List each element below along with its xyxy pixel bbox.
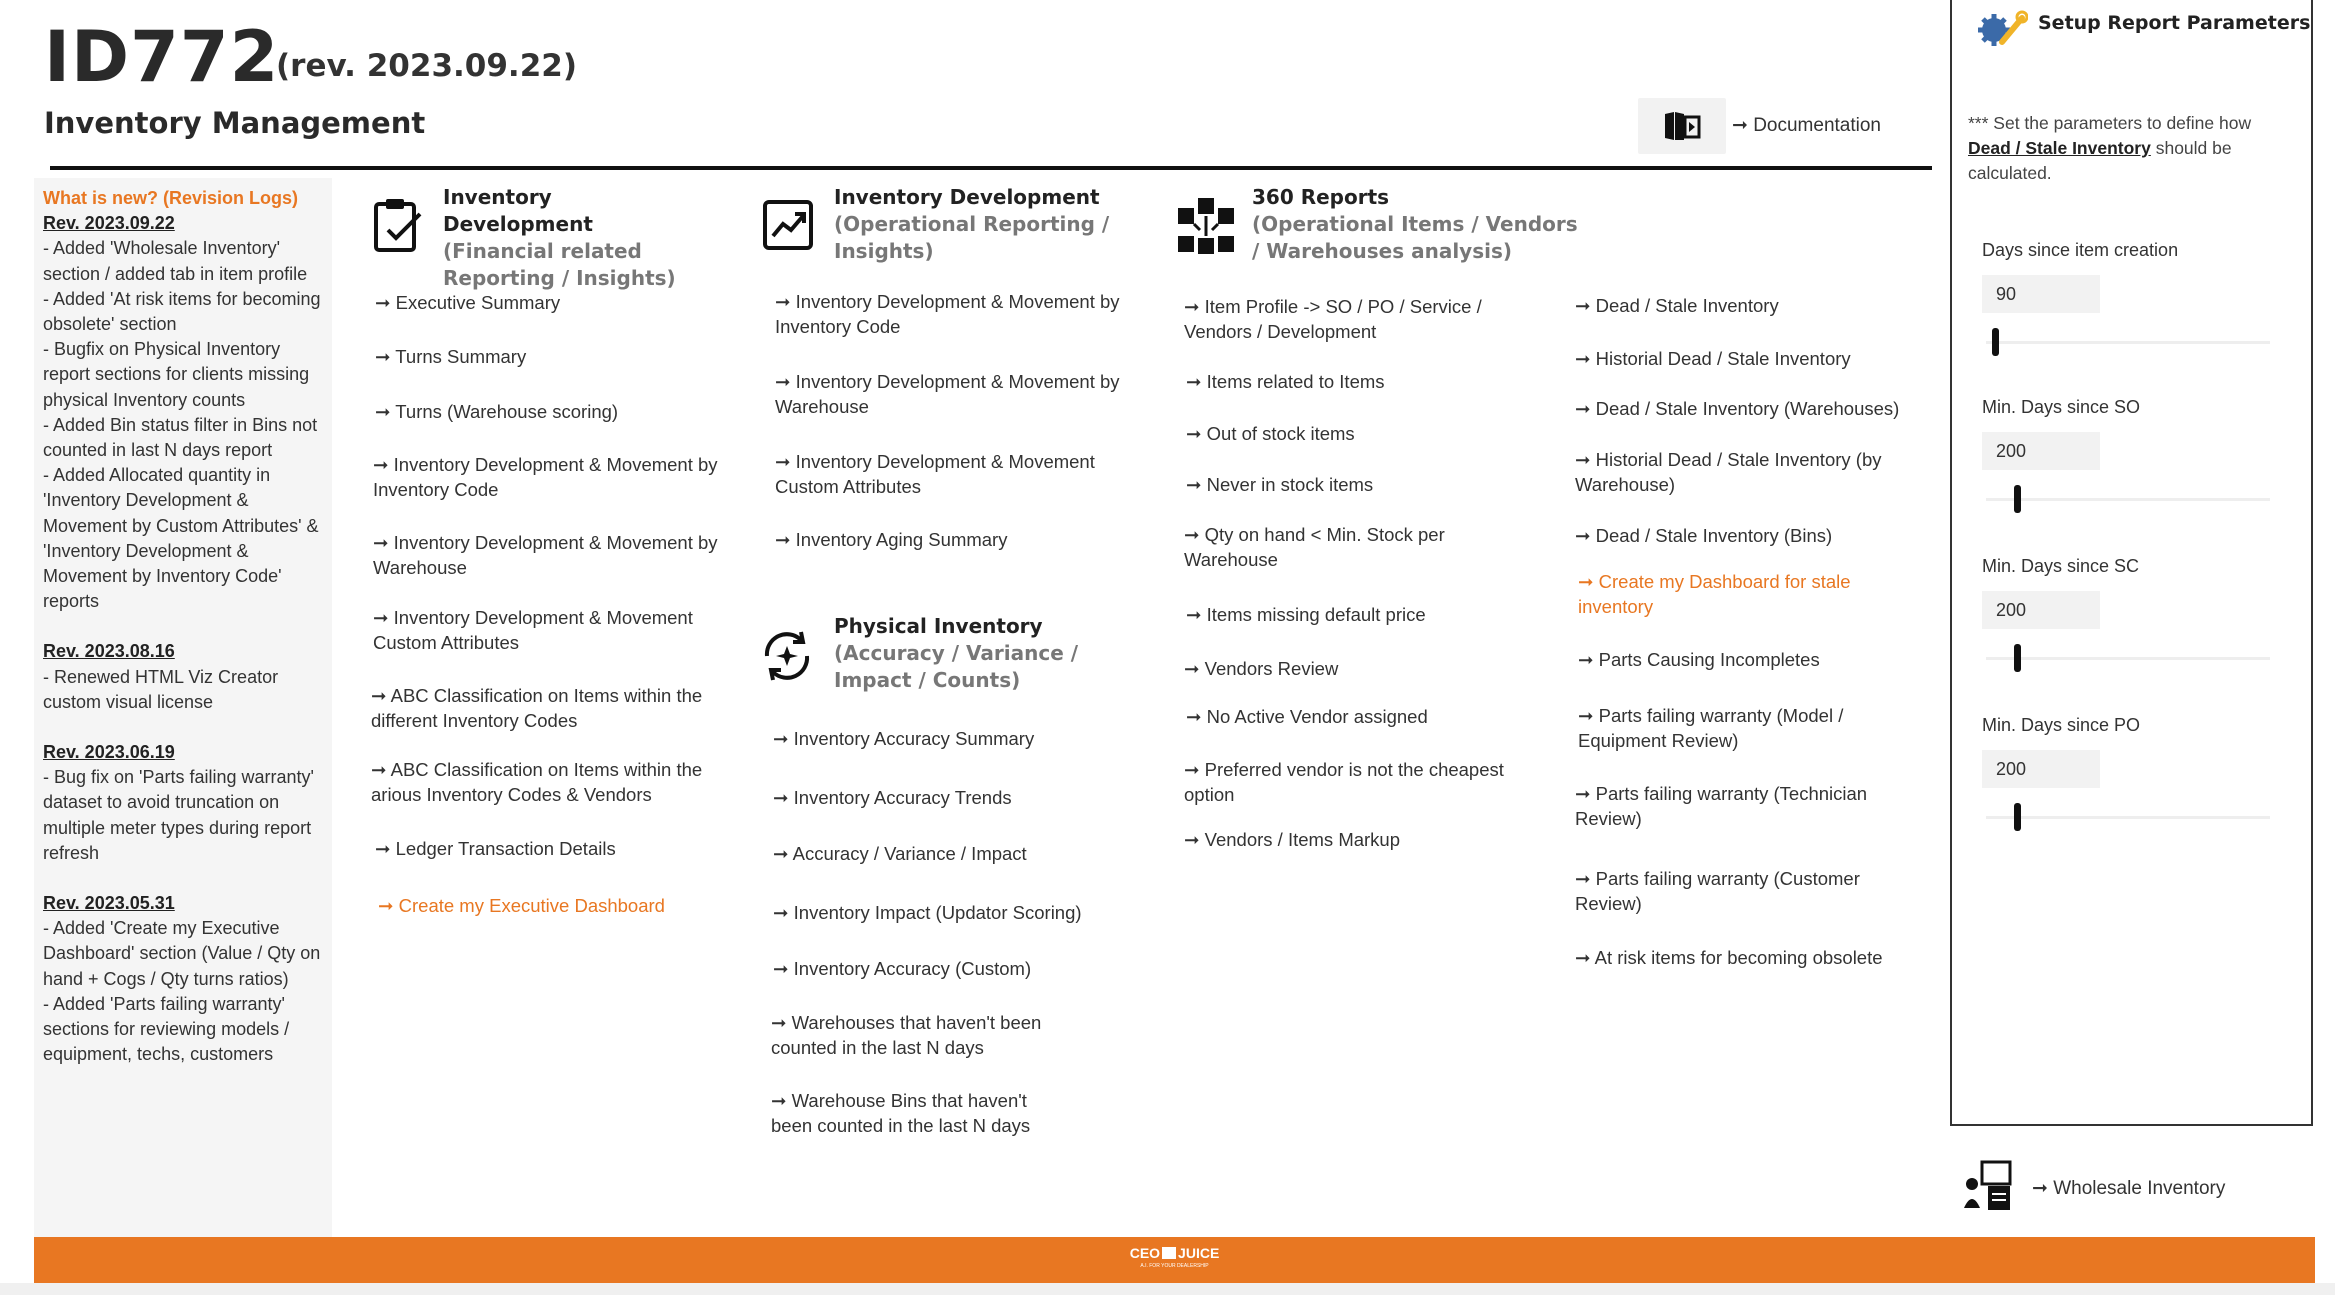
link-dev-custom-attributes[interactable]: ➞ Inventory Development & Movement Custom Attributes bbox=[373, 607, 693, 653]
link-vendors-review[interactable]: ➞ Vendors Review bbox=[1184, 658, 1339, 679]
link-abc-vendors[interactable]: ➞ ABC Classification on Items within the arious Inventory Codes & Vendors bbox=[371, 759, 703, 805]
section-title: Inventory Development bbox=[443, 185, 593, 236]
header-divider bbox=[50, 166, 1932, 170]
documentation-button[interactable] bbox=[1638, 98, 1726, 154]
revision-heading[interactable]: Rev. 2023.09.22 bbox=[43, 213, 175, 234]
brand-tagline: A.I. FOR YOUR DEALERSHIP bbox=[1140, 1263, 1209, 1269]
link-accuracy-variance-impact[interactable]: ➞ Accuracy / Variance / Impact bbox=[773, 843, 1027, 864]
revision-log-title: What is new? (Revision Logs) bbox=[43, 188, 299, 208]
brand-right: JUICE bbox=[1178, 1245, 1220, 1261]
parameter-slider-thumb[interactable] bbox=[1992, 328, 1999, 356]
link-turns-warehouse[interactable]: ➞ Turns (Warehouse scoring) bbox=[375, 401, 619, 422]
parameter-label: Min. Days since PO bbox=[1982, 715, 2141, 735]
book-icon bbox=[1662, 110, 1702, 142]
link-qty-below-min[interactable]: ➞ Qty on hand < Min. Stock per Warehouse bbox=[1184, 524, 1445, 570]
link-dev-inventory-code[interactable]: ➞ Inventory Development & Movement by Inventory Code bbox=[373, 454, 718, 500]
link-dead-stale[interactable]: ➞ Dead / Stale Inventory bbox=[1575, 295, 1779, 316]
note-prefix: *** Set the parameters to define how bbox=[1968, 113, 2252, 133]
revision-text: - Renewed HTML Viz Creator custom visual license bbox=[43, 666, 279, 712]
parameter-label: Min. Days since SO bbox=[1982, 397, 2141, 417]
revision-heading[interactable]: Rev. 2023.08.16 bbox=[43, 641, 175, 662]
bottom-strip bbox=[0, 1283, 2335, 1295]
parameter-slider-thumb[interactable] bbox=[2014, 644, 2021, 672]
link-historial-dead-stale[interactable]: ➞ Historial Dead / Stale Inventory bbox=[1575, 348, 1851, 369]
link-warranty-technician[interactable]: ➞ Parts failing warranty (Technician Review) bbox=[1575, 783, 1868, 829]
wholesale-inventory-link[interactable]: ➞ Wholesale Inventory bbox=[2032, 1178, 2226, 1199]
cubes-network-icon bbox=[1176, 196, 1236, 261]
link-at-risk-obsolete[interactable]: ➞ At risk items for becoming obsolete bbox=[1575, 947, 1883, 968]
link-dead-stale-bins[interactable]: ➞ Dead / Stale Inventory (Bins) bbox=[1575, 525, 1833, 546]
parameter-input[interactable] bbox=[1982, 750, 2100, 788]
revision-text: - Bug fix on 'Parts failing warranty' dataset to avoid truncation on multiple meter types during report refresh bbox=[43, 767, 314, 863]
parameters-note bbox=[1968, 111, 2288, 186]
link-aging-summary[interactable]: ➞ Inventory Aging Summary bbox=[775, 529, 1008, 550]
link-out-of-stock[interactable]: ➞ Out of stock items bbox=[1186, 423, 1355, 444]
section-subtitle: (Operational Reporting / Insights) bbox=[834, 212, 1110, 263]
parameter-slider-track[interactable] bbox=[1986, 498, 2270, 501]
link-no-active-vendor[interactable]: ➞ No Active Vendor assigned bbox=[1186, 706, 1428, 727]
link-dead-stale-warehouses[interactable]: ➞ Dead / Stale Inventory (Warehouses) bbox=[1575, 398, 1900, 419]
section-title: 360 Reports bbox=[1252, 185, 1390, 209]
parameter-slider-thumb[interactable] bbox=[2014, 803, 2021, 831]
parameter-slider-thumb[interactable] bbox=[2014, 485, 2021, 513]
section-operational-header bbox=[834, 184, 1114, 265]
revision-heading[interactable]: Rev. 2023.05.31 bbox=[43, 893, 175, 914]
report-id: ID772 bbox=[44, 16, 280, 98]
link-op-dev-custom-attributes[interactable]: ➞ Inventory Development & Movement Custom Attributes bbox=[775, 451, 1095, 497]
revision-log bbox=[43, 186, 325, 1068]
documentation-link[interactable]: ➞ Documentation bbox=[1732, 115, 1881, 136]
link-turns-summary[interactable]: ➞ Turns Summary bbox=[375, 346, 527, 367]
trend-chart-icon bbox=[759, 196, 819, 261]
parameter-slider-track[interactable] bbox=[1986, 816, 2270, 819]
parameter-slider-track[interactable] bbox=[1986, 341, 2270, 344]
clipboard-check-icon bbox=[368, 196, 428, 261]
footer-logo bbox=[1130, 1247, 1220, 1273]
link-items-related[interactable]: ➞ Items related to Items bbox=[1186, 371, 1385, 392]
section-physical-header bbox=[834, 613, 1094, 694]
wholesale-icon bbox=[1962, 1158, 2018, 1219]
link-warranty-model[interactable]: ➞ Parts failing warranty (Model / Equipment Review) bbox=[1578, 705, 1844, 751]
section-financial-header bbox=[443, 184, 703, 292]
link-missing-default-price[interactable]: ➞ Items missing default price bbox=[1186, 604, 1426, 625]
gear-wrench-icon bbox=[1974, 8, 2028, 61]
revision-text: - Added 'Create my Executive Dashboard' section (Value / Qty on hand + Cogs / Qty turns ratios) - Added 'Parts failing warranty' sections for reviewing models / equipment, techs, customers bbox=[43, 918, 321, 1065]
juice-cup-icon bbox=[1162, 1247, 1176, 1259]
link-accuracy-summary[interactable]: ➞ Inventory Accuracy Summary bbox=[773, 728, 1035, 749]
parameter-label: Min. Days since SC bbox=[1982, 556, 2140, 576]
parameter-label: Days since item creation bbox=[1982, 240, 2179, 260]
revision-text: - Added 'Wholesale Inventory' section / added tab in item profile - Added 'At risk items for becoming obsolete' section - Bugfix on Physical Inventory report sections for clients missing physical Inventory counts - Added Bin status filter in Bins not counted in last N days report - Added Allocated quantity in 'Inventory Development & Movement by Custom Attributes' & 'Inventory Development & Movement by Inventory Code' reports bbox=[43, 238, 321, 612]
section-title: Inventory Development bbox=[834, 185, 1100, 209]
section-subtitle: (Accuracy / Variance / Impact / Counts) bbox=[834, 641, 1079, 692]
section-subtitle: (Financial related Reporting / Insights) bbox=[443, 239, 676, 290]
link-ledger-transactions[interactable]: ➞ Ledger Transaction Details bbox=[375, 838, 616, 859]
page-title: Inventory Management bbox=[44, 106, 426, 140]
link-accuracy-trends[interactable]: ➞ Inventory Accuracy Trends bbox=[773, 787, 1012, 808]
footer-bar bbox=[34, 1237, 2315, 1283]
link-warranty-customer[interactable]: ➞ Parts failing warranty (Customer Review) bbox=[1575, 868, 1860, 914]
section-title: Physical Inventory bbox=[834, 614, 1043, 638]
revision-heading[interactable]: Rev. 2023.06.19 bbox=[43, 742, 175, 763]
link-impact-updator[interactable]: ➞ Inventory Impact (Updator Scoring) bbox=[773, 902, 1082, 923]
link-abc-inventory-codes[interactable]: ➞ ABC Classification on Items within the different Inventory Codes bbox=[371, 685, 703, 731]
brand-left: CEO bbox=[1129, 1245, 1161, 1261]
link-warehouses-not-counted[interactable]: ➞ Warehouses that haven't been counted in the last N days bbox=[771, 1012, 1042, 1058]
link-dev-warehouse[interactable]: ➞ Inventory Development & Movement by Warehouse bbox=[373, 532, 718, 578]
parameter-input[interactable] bbox=[1982, 432, 2100, 470]
link-bins-not-counted[interactable]: ➞ Warehouse Bins that haven't been counted in the last N days bbox=[771, 1090, 1031, 1136]
parameters-title: Setup Report Parameters bbox=[2038, 12, 2311, 34]
link-item-profile[interactable]: ➞ Item Profile -> SO / PO / Service / Vendors / Development bbox=[1184, 296, 1482, 342]
link-op-dev-inventory-code[interactable]: ➞ Inventory Development & Movement by Inventory Code bbox=[775, 291, 1120, 337]
link-create-stale-dashboard[interactable]: ➞ Create my Dashboard for stale inventory bbox=[1578, 571, 1851, 617]
link-historial-dead-stale-warehouse[interactable]: ➞ Historial Dead / Stale Inventory (by Warehouse) bbox=[1575, 449, 1882, 495]
sync-sparkle-icon bbox=[757, 626, 817, 691]
link-create-executive-dashboard[interactable]: ➞ Create my Executive Dashboard bbox=[378, 895, 665, 916]
link-vendors-items-markup[interactable]: ➞ Vendors / Items Markup bbox=[1184, 829, 1401, 850]
link-executive-summary[interactable]: ➞ Executive Summary bbox=[375, 292, 561, 313]
report-revision: (rev. 2023.09.22) bbox=[276, 48, 578, 84]
parameter-input[interactable] bbox=[1982, 591, 2100, 629]
link-op-dev-warehouse[interactable]: ➞ Inventory Development & Movement by Warehouse bbox=[775, 371, 1120, 417]
note-link[interactable]: Dead / Stale Inventory bbox=[1968, 138, 2151, 158]
link-preferred-vendor[interactable]: ➞ Preferred vendor is not the cheapest option bbox=[1184, 759, 1504, 805]
section-subtitle: (Operational Items / Vendors / Warehouses analysis) bbox=[1252, 212, 1578, 263]
parameter-input[interactable] bbox=[1982, 275, 2100, 313]
section-360-header bbox=[1252, 184, 1582, 265]
link-parts-incompletes[interactable]: ➞ Parts Causing Incompletes bbox=[1578, 649, 1820, 670]
link-accuracy-custom[interactable]: ➞ Inventory Accuracy (Custom) bbox=[773, 958, 1032, 979]
link-never-in-stock[interactable]: ➞ Never in stock items bbox=[1186, 474, 1374, 495]
note-suffix: should be calculated. bbox=[1968, 138, 2232, 183]
parameter-slider-track[interactable] bbox=[1986, 657, 2270, 660]
